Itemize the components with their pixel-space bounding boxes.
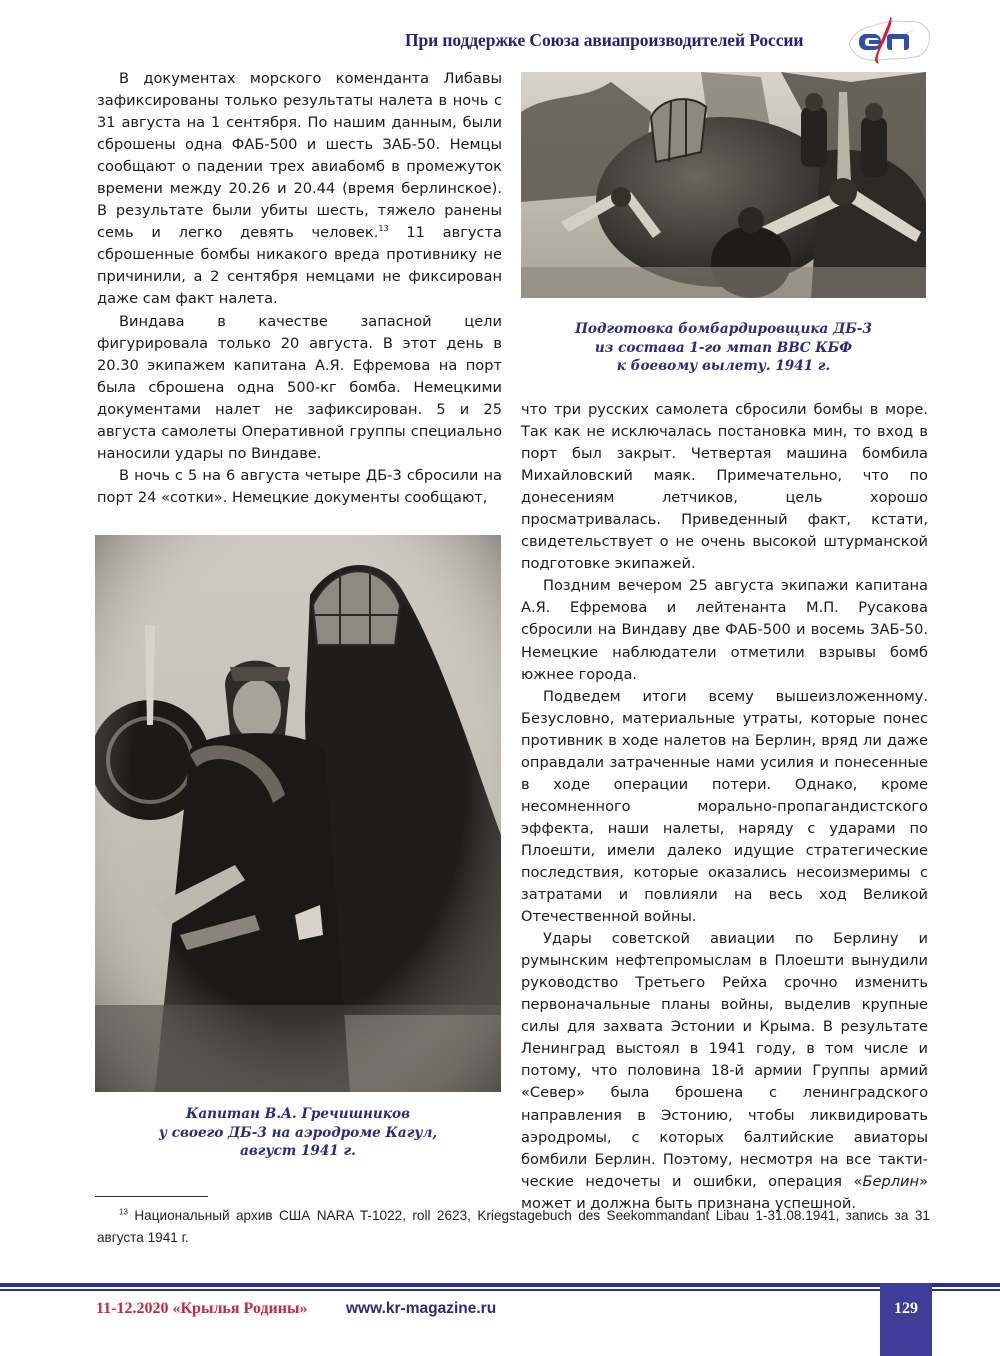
footer-website-link[interactable]: www.kr-magazine.ru [346,1300,497,1317]
footnote [97,1205,930,1249]
paragraph [521,928,928,1215]
footer-rule-thin [0,1289,1000,1291]
paragraph-text: В документах морского коменданта Либавы зафиксированы только результаты налета в ночь с 31 августа на 1 сентября. По нашим данным, были сброшены одна ФАБ-500 и шесть ЗАБ-50. Немцы сообщают о падении трех авиабомб в промежуток времени между 20.26 и 20.44 (время берлинское). В результате были убиты шесть, тяжело ранены семь и легко девять человек. [97,70,502,242]
photo-captain-grechishnikov [95,535,501,1092]
caption-line: из состава 1-го мтап ВВС КБФ [594,339,853,356]
footnote-ref[interactable]: 13 [378,224,389,234]
paragraph: Подведем итоги всему вышеизложенному. Безусловно, материальные утраты, которые понес противник в ходе налетов на Берлин, вряд ли даже оправдали затраченные нами усилия и понесенные в ходе операции потери. Однако, кроме несомненного морально-пропагандистского эффекта, наши налеты, наряду с ударами по Плоешти, имели далеко идущие стратегические последствия, которые оказались несоизмеримы с затратами и повлияли на весь ход Великой Отечественной войны. [521,687,928,926]
page-number-tab [880,1283,932,1356]
paragraph-text: Удары советской авиации по Берлину и румынским нефтепромыслам в Плоешти вынудили руководство Третьего Рейха срочно изменить первоначальные планы войны, выделив крупные силы для захвата Эстонии и Крыма. В результате Ленинград выстоял в 1941 году, в том числе и потому, что половина 18-й армии Группы армий «Север» была брошена с ленинградского направления в Эстонию, чтобы ликвидировать аэродромы, с которых балтийские авиаторы бомбили Берлин. Поэтому, несмотря на все тактические недочеты и ошибки, операция « [521,930,928,1190]
operation-name: Берлин [862,1172,920,1190]
paragraph: Виндава в качестве запасной цели фигурировала только 20 августа. В этот день в 20.30 экипажем капитана А.Я. Ефремова на порт была сброшена одна 500-кг бомба. Немецкими документами налет не зафиксирован. 5 и 25 августа самолеты Оперативной группы специально наносили удары по Виндаве. [97,312,502,462]
footer-rule-thick [0,1283,1000,1287]
photo-db3-bomber-preparation [521,72,926,298]
paragraph: В ночь с 5 на 6 августа четыре ДБ-3 сбросили на порт 24 «сотки». Немецкие документы сообщают, [97,466,502,506]
caption-line: Подготовка бомбардировщика ДБ-3 [575,321,872,337]
column-2 [521,399,928,1215]
caption-line: к боевому вылету. 1941 г. [616,358,831,374]
paragraph [97,68,502,311]
caption-line: у своего ДБ-3 на аэродроме Кагул, [158,1124,438,1141]
paragraph: Поздним вечером 25 августа экипажи капитана А.Я. Ефремова и лейтенанта М.П. Русакова сбросили на Виндаву две ФАБ-500 и восемь ЗАБ-50. Немецкие наблюдатели отметили взрывы бомб южнее города. [521,577,928,683]
paragraph: что три русских самолета сбросили бомбы в море. Так как не исключалась постановка мин, то вход в порт был закрыт. Четвертая машина бомбила Михайловский маяк. Примечательно, что по донесениям летчиков, цель хорошо просматривалась. Приведенный факт, кстати, свидетельствует о не очень высокой штурманской подготовке экипажей. [521,401,928,573]
footnote-number: 13 [119,1207,128,1217]
page-number: 129 [894,1300,918,1317]
union-logo [843,14,933,68]
caption-line: Капитан В.А. Гречишников [185,1106,411,1122]
paragraph-text: » может и должна быть признана успешной. [521,1172,928,1212]
caption-line: август 1941 г. [240,1143,356,1159]
column-1 [97,68,502,509]
footer-issue: 11-12.2020 «Крылья Родины» [96,1300,308,1317]
footnote-text: Национальный архив США NARA T-1022, roll 2623, Kriegstagebuch des Seekommandant Libau 1-31.08.1941, запись за 31 августа 1941 г. [97,1208,930,1245]
bomber-photo-illustration [521,72,926,298]
pilot-photo-illustration [95,535,501,1092]
paragraph-text: 11 августа сброшенные бомбы никакого вреда противнику не причинили, а 2 сентября немцами не фиксирован даже сам факт налета. [97,224,503,308]
photo-caption-top [521,320,926,376]
photo-caption-left [95,1105,501,1161]
footnote-divider [95,1196,208,1197]
header-title: При поддержке Союза авиапроизводителей России [405,30,804,50]
